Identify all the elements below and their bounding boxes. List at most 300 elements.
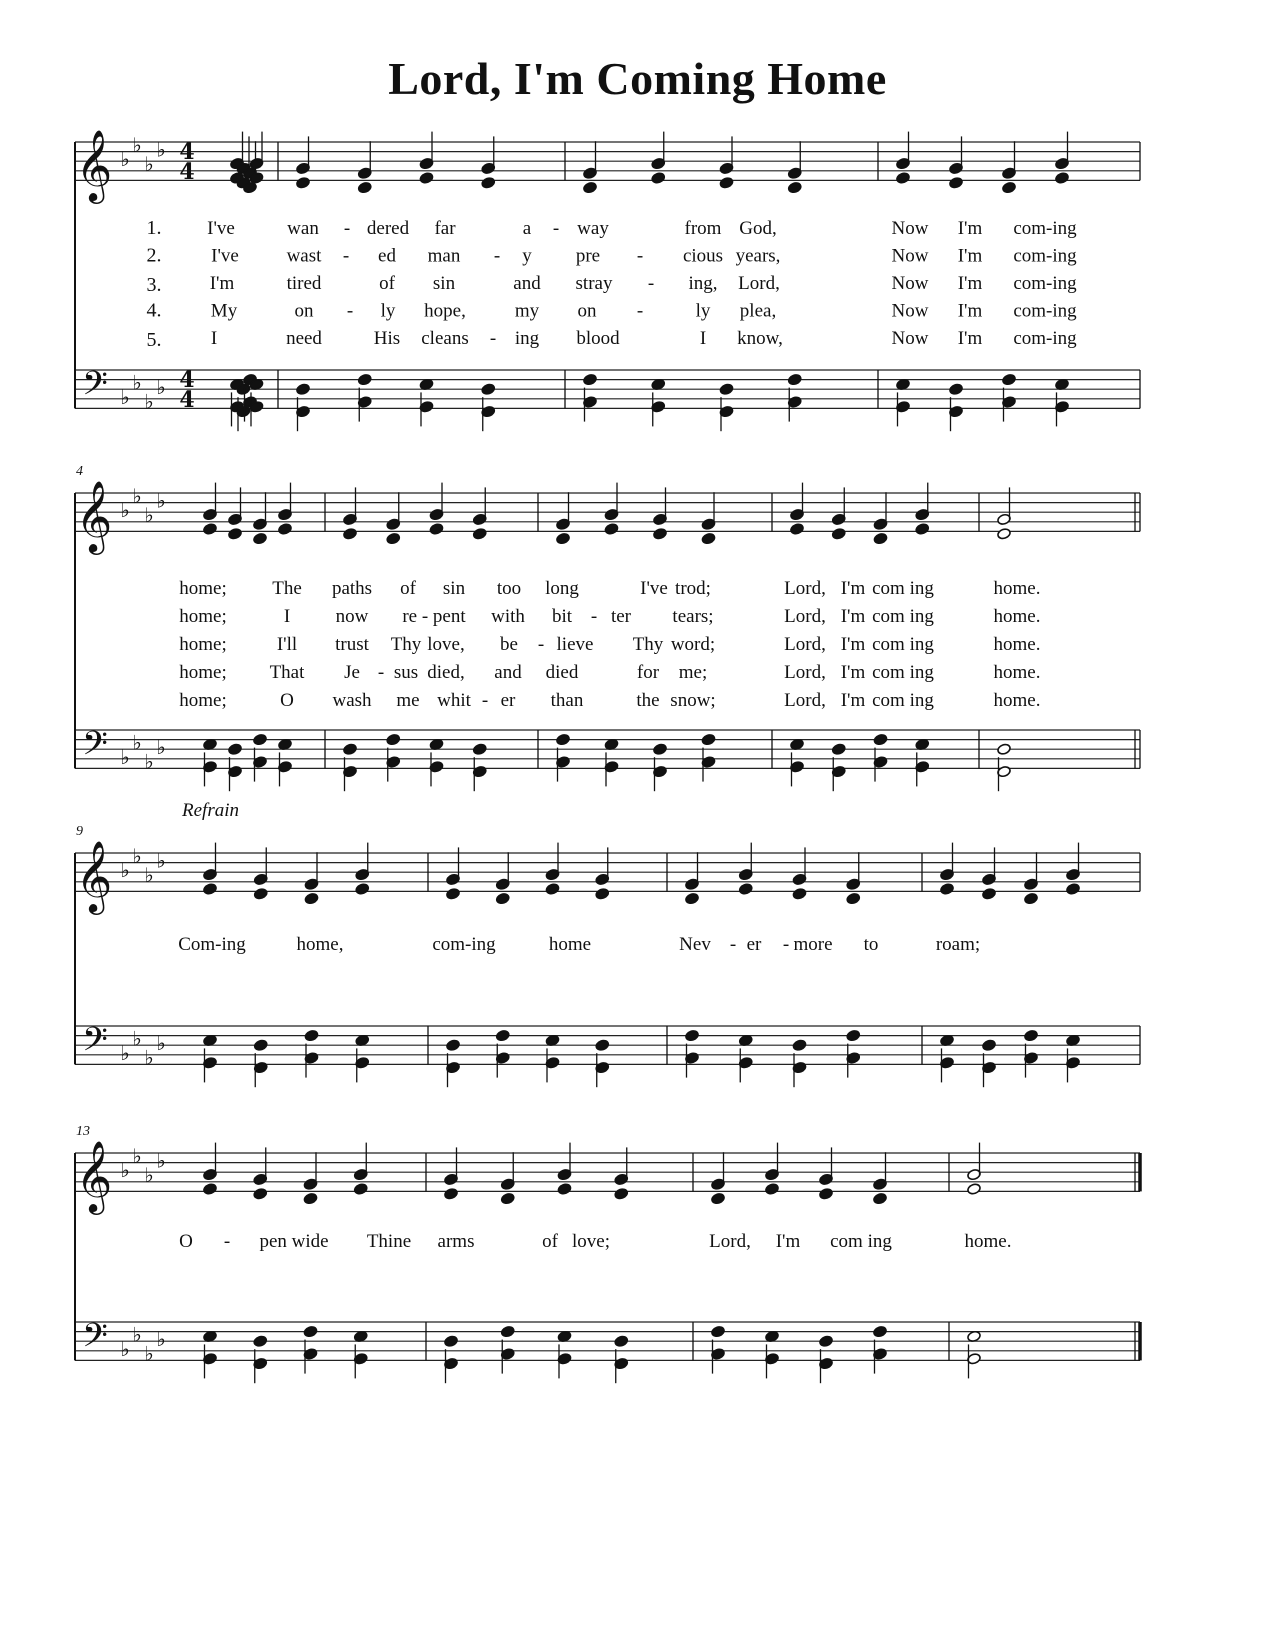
lyric-syllable: Com-ing	[178, 934, 246, 955]
lyric-syllable: -	[342, 245, 350, 267]
note-head	[1024, 1029, 1039, 1042]
lyric-syllable: Lord,	[738, 273, 780, 294]
lyric-syllable: died	[545, 662, 579, 683]
verse-number: 2.	[146, 244, 162, 267]
lyric-syllable: more	[793, 934, 833, 955]
lyric-syllable: ing	[514, 328, 540, 349]
note-head	[792, 1039, 807, 1052]
lyrics	[179, 1231, 1011, 1252]
note-head	[228, 528, 243, 541]
flat-sign: ♭	[120, 1040, 130, 1065]
lyric-syllable: My	[210, 300, 238, 322]
flat-sign: ♭	[132, 370, 142, 395]
lyric-syllable: I'm	[957, 245, 983, 267]
flat-sign: ♭	[156, 1148, 166, 1173]
note-head	[278, 523, 293, 536]
lyric-syllable: long	[545, 578, 579, 599]
lyric-syllable: re - pent	[402, 606, 466, 627]
note-head	[429, 523, 444, 536]
lyric-syllable: er	[500, 690, 516, 711]
lyric-syllable: home,	[296, 934, 344, 955]
lyric-syllable: the	[636, 690, 660, 711]
lyric-syllable: I'll	[276, 634, 298, 655]
note-head	[711, 1325, 726, 1338]
lyric-syllable: -	[343, 218, 351, 239]
note-head	[446, 1039, 461, 1052]
lyric-syllable: -	[647, 273, 655, 294]
lyric-syllable: know,	[737, 328, 783, 349]
lyric-syllable: er	[746, 934, 762, 955]
note-head	[386, 532, 401, 545]
lyric-syllable: Now	[891, 328, 929, 349]
time-signature-top: 4	[179, 367, 195, 393]
lyric-syllable: com-ing	[1013, 328, 1077, 349]
lyric-syllable: trust	[335, 634, 369, 655]
notes	[203, 1143, 982, 1384]
lyric-syllable: tired	[286, 273, 322, 294]
lyrics	[178, 934, 980, 955]
note-head	[357, 181, 372, 194]
lyric-syllable: died,	[427, 662, 465, 683]
lyric-syllable: me;	[678, 662, 708, 683]
note-head	[701, 733, 716, 746]
lyric-syllable: on	[577, 300, 597, 322]
lyric-syllable: -	[489, 328, 497, 349]
lyric-syllable: plea,	[739, 300, 777, 322]
lyric-syllable: ly	[380, 300, 396, 322]
note-head	[651, 172, 666, 185]
note-head	[685, 892, 700, 905]
lyric-syllable: roam;	[935, 934, 981, 955]
note-head	[253, 888, 268, 901]
lyric-syllable: I'm	[840, 578, 866, 599]
note-head	[419, 172, 434, 185]
note-head	[997, 528, 1012, 541]
note-head	[787, 373, 802, 386]
flat-sign: ♭	[120, 147, 130, 172]
lyric-syllable: Now	[891, 300, 929, 322]
system-3	[75, 800, 1140, 1087]
lyric-syllable: -	[377, 662, 385, 683]
lyric-syllable: and	[513, 273, 541, 294]
lyric-syllable: whit	[437, 690, 471, 711]
note-head	[303, 1192, 318, 1205]
lyric-syllable: of	[400, 578, 416, 599]
flat-sign: ♭	[132, 843, 142, 868]
lyrics	[147, 217, 1078, 351]
measure-number: 9	[76, 824, 83, 839]
note-head	[787, 181, 802, 194]
note-head	[303, 1325, 318, 1338]
verse-number: 3.	[146, 274, 162, 296]
lyric-syllable: I've	[207, 218, 235, 239]
lyric-syllable: Lord,	[784, 690, 826, 711]
lyric-syllable: I've	[211, 245, 239, 267]
lyric-syllable: O	[280, 690, 294, 711]
lyric-syllable: I'm	[957, 328, 983, 349]
lyric-syllable: I'm	[840, 606, 866, 627]
lyric-syllable: com-ing	[1013, 218, 1077, 239]
flat-sign: ♭	[156, 375, 166, 400]
lyric-syllable: home.	[993, 578, 1041, 599]
note-head	[296, 383, 311, 396]
note-head	[355, 883, 370, 896]
flat-sign: ♭	[120, 1158, 130, 1183]
lyric-syllable: cleans	[421, 328, 469, 349]
flat-sign: ♭	[132, 730, 142, 755]
flat-sign: ♭	[144, 749, 154, 774]
note-head	[1002, 373, 1017, 386]
flat-sign: ♭	[156, 735, 166, 760]
lyric-syllable: hope,	[424, 300, 466, 322]
treble-clef-icon: 𝄞	[75, 479, 113, 552]
lyric-syllable: ly	[695, 300, 711, 322]
flat-sign: ♭	[144, 503, 154, 527]
lyric-syllable: arms	[437, 1231, 475, 1252]
note-head	[1024, 892, 1039, 905]
song-title: Lord, I'm Coming Home	[388, 53, 887, 104]
note-head	[203, 1183, 218, 1196]
lyric-syllable: O	[179, 1231, 193, 1252]
lyric-syllable: home.	[964, 1231, 1012, 1252]
flat-sign: ♭	[156, 1031, 166, 1056]
note-head	[967, 1183, 982, 1196]
measure-number: 13	[76, 1124, 90, 1139]
lyric-syllable: home;	[179, 606, 227, 627]
lyric-syllable: than	[550, 690, 584, 711]
lyric-syllable: His	[373, 328, 401, 349]
lyric-syllable: ed	[378, 245, 396, 267]
lyric-syllable: wash	[332, 690, 372, 711]
lyric-syllable: of	[379, 273, 395, 294]
lyric-syllable: sus	[393, 662, 419, 683]
note-head	[343, 743, 358, 756]
lyric-syllable: com ing	[830, 1231, 892, 1252]
lyric-syllable: -	[729, 934, 737, 955]
note-head	[472, 743, 487, 756]
lyric-syllable: I'm	[840, 634, 866, 655]
note-head	[738, 883, 753, 896]
verse-number: 1.	[146, 217, 162, 239]
lyric-syllable: wan	[287, 218, 319, 239]
note-head	[481, 177, 496, 190]
lyric-syllable: word;	[670, 634, 716, 655]
system-1	[75, 128, 1140, 431]
lyric-syllable: Lord,	[784, 662, 826, 683]
lyric-syllable: -	[636, 300, 644, 322]
note-head	[353, 1183, 368, 1196]
note-head	[653, 743, 668, 756]
note-head	[711, 1192, 726, 1205]
note-head	[604, 523, 619, 536]
lyric-syllable: -	[636, 245, 644, 267]
note-head	[556, 532, 571, 545]
lyric-syllable: stray	[575, 273, 613, 294]
note-head	[997, 743, 1012, 756]
note-head	[444, 1335, 459, 1348]
lyric-syllable: com-ing	[1013, 273, 1077, 294]
note-head	[819, 1335, 834, 1348]
note-head	[719, 383, 734, 396]
lyric-syllable: ter	[610, 606, 632, 627]
lyric-syllable: -	[590, 606, 598, 627]
lyric-syllable: com ing	[872, 662, 934, 683]
flat-sign: ♭	[144, 1045, 154, 1070]
lyric-syllable: home;	[179, 578, 227, 599]
lyric-syllable: Lord,	[784, 634, 826, 655]
lyric-syllable: Nev	[679, 934, 711, 955]
flat-sign: ♭	[156, 848, 166, 873]
note-head	[846, 1029, 861, 1042]
note-head	[556, 733, 571, 746]
lyric-syllable: home;	[179, 690, 227, 711]
lyric-syllable: y	[522, 245, 532, 267]
flat-sign: ♭	[132, 132, 142, 157]
lyric-syllable: com ing	[872, 690, 934, 711]
note-head	[719, 177, 734, 190]
flat-sign: ♭	[144, 1341, 154, 1366]
bass-clef-icon: 𝄢	[82, 1021, 108, 1067]
note-head	[873, 733, 888, 746]
time-signature-bottom: 4	[179, 387, 195, 413]
lyric-syllable: need	[286, 328, 322, 349]
lyric-syllable: com-ing	[432, 934, 496, 955]
refrain-label: Refrain	[182, 800, 239, 821]
lyric-syllable: I'm	[840, 690, 866, 711]
flat-sign: ♭	[120, 1336, 130, 1361]
bass-clef-icon: 𝄢	[82, 365, 108, 411]
note-head	[873, 1192, 888, 1205]
lyric-syllable: I	[210, 328, 218, 349]
lyric-syllable: pre	[575, 245, 601, 267]
note-head	[386, 733, 401, 746]
lyric-syllable: paths	[331, 578, 373, 599]
note-head	[831, 743, 846, 756]
note-head	[595, 888, 610, 901]
system-2	[75, 464, 1140, 791]
note-head	[495, 1029, 510, 1042]
note-head	[583, 373, 598, 386]
note-head	[446, 888, 461, 901]
bass-clef-icon: 𝄢	[82, 1317, 108, 1363]
note-head	[790, 523, 805, 536]
lyric-syllable: Lord,	[709, 1231, 751, 1252]
lyric-syllable: God,	[739, 218, 777, 239]
flat-sign: ♭	[144, 389, 154, 414]
lyric-syllable: I'm	[957, 300, 983, 322]
note-head	[831, 528, 846, 541]
bass-staff	[75, 1322, 1140, 1360]
note-head	[819, 1188, 834, 1201]
lyric-syllable: for	[636, 662, 660, 683]
flat-sign: ♭	[120, 858, 130, 883]
note-head	[545, 883, 560, 896]
note-head	[472, 528, 487, 541]
note-head	[873, 1325, 888, 1338]
notes	[203, 843, 1081, 1088]
lyric-syllable: com ing	[872, 634, 934, 655]
flat-sign: ♭	[120, 744, 130, 769]
note-head	[203, 523, 218, 536]
note-head	[557, 1183, 572, 1196]
time-signature-bottom: 4	[179, 159, 195, 185]
lyric-syllable: love;	[572, 1231, 610, 1252]
flat-sign: ♭	[144, 863, 154, 887]
lyric-syllable: bit	[551, 606, 573, 627]
note-head	[949, 383, 964, 396]
note-head	[873, 532, 888, 545]
flat-sign: ♭	[156, 137, 166, 162]
note-head	[583, 181, 598, 194]
flat-sign: ♭	[132, 1026, 142, 1051]
lyric-syllable: with	[491, 606, 525, 627]
treble-clef-icon: 𝄞	[75, 1139, 113, 1212]
lyric-syllable: me	[396, 690, 420, 711]
flat-sign: ♭	[132, 483, 142, 508]
note-head	[253, 733, 268, 746]
lyric-syllable: lieve	[556, 634, 594, 655]
lyrics	[179, 578, 1040, 711]
note-head	[228, 743, 243, 756]
lyric-syllable: a	[522, 218, 532, 239]
time-signature-top: 4	[179, 139, 195, 165]
lyric-syllable: from	[684, 218, 722, 239]
note-head	[357, 373, 372, 386]
note-head	[304, 1029, 319, 1042]
note-head	[765, 1183, 780, 1196]
flat-sign: ♭	[156, 1327, 166, 1352]
lyric-syllable: ing,	[688, 273, 718, 294]
note-head	[343, 528, 358, 541]
lyric-syllable: I'm	[957, 273, 983, 294]
bass-clef-icon: 𝄢	[82, 725, 108, 771]
flat-sign: ♭	[144, 152, 154, 176]
lyric-syllable: Thine	[366, 1231, 412, 1252]
lyric-syllable: be	[500, 634, 518, 655]
lyric-syllable: my	[514, 300, 540, 322]
note-head	[949, 177, 964, 190]
lyric-syllable: dered	[366, 218, 410, 239]
lyric-syllable: home;	[179, 662, 227, 683]
lyric-syllable: pen wide	[259, 1231, 329, 1252]
note-head	[253, 1335, 268, 1348]
lyric-syllable: home;	[179, 634, 227, 655]
lyric-syllable: home.	[993, 690, 1041, 711]
lyric-syllable: of	[542, 1231, 558, 1252]
note-head	[444, 1188, 459, 1201]
note-head	[896, 172, 911, 185]
note-head	[296, 177, 311, 190]
flat-sign: ♭	[132, 1322, 142, 1347]
lyric-syllable: -	[537, 634, 545, 655]
lyric-syllable: man	[427, 245, 461, 267]
lyric-syllable: I'm	[775, 1231, 801, 1252]
lyric-syllable: now	[335, 606, 369, 627]
lyric-syllable: Je	[344, 662, 360, 683]
flat-sign: ♭	[156, 488, 166, 513]
lyric-syllable: Now	[891, 218, 929, 239]
lyric-syllable: home.	[993, 662, 1041, 683]
note-head	[304, 892, 319, 905]
note-head	[481, 383, 496, 396]
measure-number: 4	[76, 464, 83, 479]
note-head	[253, 1188, 268, 1201]
note-head	[1066, 883, 1081, 896]
note-head	[940, 883, 955, 896]
verse-number: 4.	[146, 299, 162, 322]
note-head	[846, 892, 861, 905]
lyric-syllable: trod;	[675, 578, 711, 599]
note-head	[614, 1188, 629, 1201]
lyric-syllable: wast	[286, 245, 322, 267]
lyric-syllable: home.	[993, 634, 1041, 655]
lyric-syllable: The	[272, 578, 302, 599]
system-4	[75, 1124, 1140, 1383]
lyric-syllable: years,	[735, 245, 781, 267]
lyric-syllable: com ing	[872, 606, 934, 627]
flat-sign: ♭	[132, 1143, 142, 1168]
note-head	[495, 892, 510, 905]
note-head	[1002, 181, 1017, 194]
note-head	[253, 1039, 268, 1052]
lyric-syllable: Now	[891, 273, 929, 294]
treble-clef-icon: 𝄞	[75, 128, 113, 201]
lyric-syllable: cious	[682, 245, 724, 267]
lyric-syllable: love,	[427, 634, 465, 655]
lyric-syllable: -	[346, 300, 354, 322]
lyric-syllable: tears;	[672, 606, 714, 627]
lyric-syllable: far	[434, 218, 456, 239]
lyric-syllable: and	[494, 662, 522, 683]
note-head	[653, 528, 668, 541]
lyric-syllable: I'm	[840, 662, 866, 683]
lyric-syllable: Thy	[632, 634, 664, 655]
note-head	[982, 1039, 997, 1052]
lyric-syllable: Lord,	[784, 606, 826, 627]
lyric-syllable: too	[496, 578, 522, 599]
note-head	[614, 1335, 629, 1348]
lyric-syllable: com-ing	[1013, 245, 1077, 267]
lyric-syllable: I	[283, 606, 291, 627]
lyric-syllable: com ing	[872, 578, 934, 599]
lyric-syllable: -	[481, 690, 489, 711]
note-head	[500, 1192, 515, 1205]
lyric-syllable: I	[699, 328, 707, 349]
lyric-syllable: home.	[993, 606, 1041, 627]
note-head	[701, 532, 716, 545]
note-head	[792, 888, 807, 901]
lyric-syllable: -	[493, 245, 501, 267]
lyric-syllable: I'm	[957, 218, 983, 239]
lyric-syllable: -	[223, 1231, 231, 1252]
note-head	[595, 1039, 610, 1052]
lyric-syllable: Thy	[390, 634, 422, 655]
flat-sign: ♭	[120, 498, 130, 523]
lyric-syllable: home	[548, 934, 592, 955]
lyric-syllable: to	[863, 934, 879, 955]
note-head	[685, 1029, 700, 1042]
lyric-syllable: blood	[576, 328, 620, 349]
lyric-syllable: That	[269, 662, 305, 683]
verse-number: 5.	[146, 329, 162, 351]
lyric-syllable: -	[782, 934, 790, 955]
lyric-syllable: way	[577, 218, 609, 239]
note-head	[982, 888, 997, 901]
lyric-syllable: Now	[891, 245, 929, 267]
treble-clef-icon: 𝄞	[75, 839, 113, 912]
flat-sign: ♭	[120, 384, 130, 409]
lyric-syllable: com-ing	[1013, 300, 1077, 322]
